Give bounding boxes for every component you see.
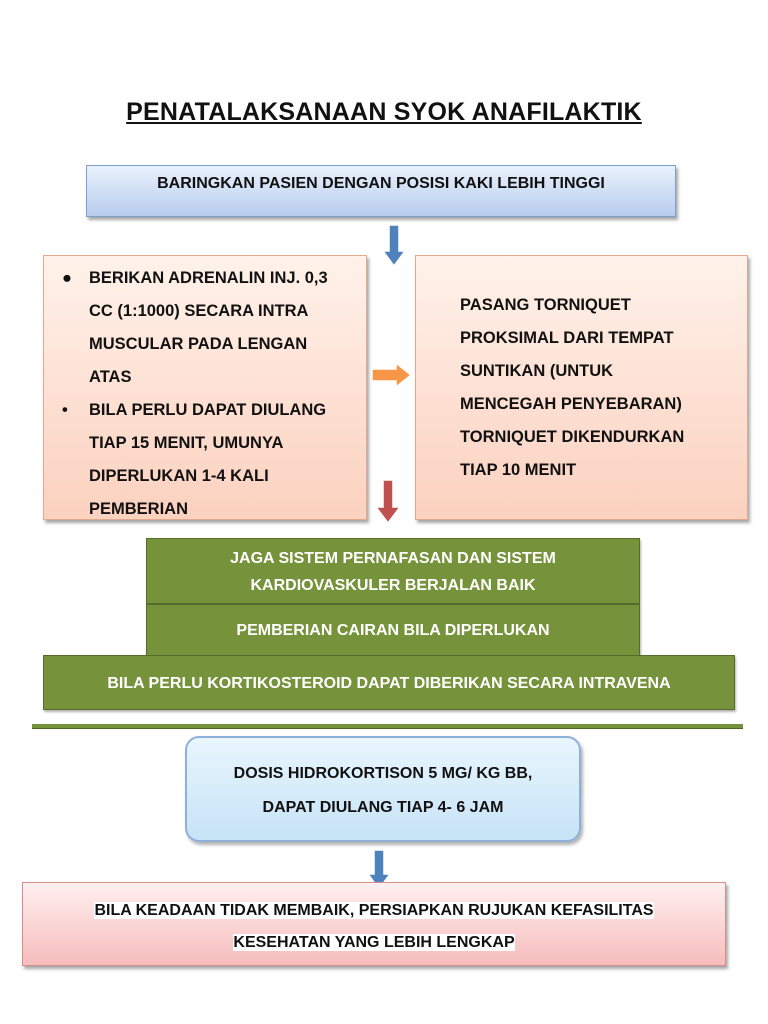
arrow-down-icon bbox=[376, 480, 400, 524]
maintain-breathing-box bbox=[146, 538, 640, 604]
hydrocortisone-dose-box bbox=[185, 736, 581, 842]
list-item-line: TIAP 15 MENIT, UMUNYA bbox=[89, 434, 284, 452]
referral-line-text: BILA KEADAAN TIDAK MEMBAIK, PERSIAPKAN RUJUKAN KEFASILITAS bbox=[94, 902, 654, 919]
fluids-text: PEMBERIAN CAIRAN BILA DIPERLUKAN bbox=[236, 622, 550, 639]
referral-line bbox=[23, 927, 725, 959]
corticosteroid-text: BILA PERLU KORTIKOSTEROID DAPAT DIBERIKAN SECARA INTRAVENA bbox=[107, 675, 671, 692]
tourniquet-line: TIAP 10 MENIT bbox=[460, 461, 577, 479]
list-item-line: PEMBERIAN bbox=[89, 500, 189, 518]
list-item-line: CC (1:1000) SECARA INTRA bbox=[89, 302, 309, 320]
dose-line: DAPAT DIULANG TIAP 4- 6 JAM bbox=[262, 799, 504, 816]
bullet-icon: ● bbox=[62, 269, 72, 287]
list-item bbox=[44, 394, 360, 526]
tourniquet-line: TORNIQUET DIKENDURKAN bbox=[460, 428, 685, 446]
maintain-breathing-line: JAGA SISTEM PERNAFASAN DAN SISTEM bbox=[230, 550, 556, 567]
arrow-right-icon bbox=[372, 363, 412, 387]
tourniquet-line: PROKSIMAL DARI TEMPAT bbox=[460, 329, 674, 347]
fluids-box bbox=[146, 604, 640, 656]
referral-box bbox=[22, 882, 726, 966]
tourniquet-text bbox=[460, 289, 740, 487]
list-item-line: ATAS bbox=[89, 368, 132, 386]
list-item-line: MUSCULAR PADA LENGAN bbox=[89, 335, 308, 353]
tourniquet-line: MENCEGAH PENYEBARAN) bbox=[460, 395, 682, 413]
adrenaline-box bbox=[43, 255, 367, 520]
tourniquet-box bbox=[415, 255, 748, 520]
tourniquet-line: PASANG TORNIQUET bbox=[460, 296, 631, 314]
referral-line-text: KESEHATAN YANG LEBIH LENGKAP bbox=[233, 934, 515, 951]
list-item-line: BERIKAN ADRENALIN INJ. 0,3 bbox=[89, 269, 328, 287]
corticosteroid-box bbox=[43, 655, 735, 710]
dose-line: DOSIS HIDROKORTISON 5 MG/ KG BB, bbox=[233, 765, 533, 782]
adrenaline-list bbox=[44, 256, 366, 526]
tourniquet-line: SUNTIKAN (UNTUK bbox=[460, 362, 614, 380]
maintain-breathing-line: KARDIOVASKULER BERJALAN BAIK bbox=[250, 577, 536, 594]
divider bbox=[32, 724, 743, 729]
arrow-down-icon bbox=[383, 225, 405, 267]
bullet-icon: • bbox=[62, 401, 68, 419]
list-item bbox=[44, 262, 360, 394]
referral-line bbox=[23, 895, 725, 927]
list-item-line: BILA PERLU DAPAT DIULANG bbox=[89, 401, 327, 419]
step-lay-patient-text: BARINGKAN PASIEN DENGAN POSISI KAKI LEBIH TINGGI bbox=[157, 175, 605, 192]
page-title: PENATALAKSANAAN SYOK ANAFILAKTIK bbox=[126, 98, 642, 126]
step-lay-patient-box bbox=[86, 165, 676, 217]
list-item-line: DIPERLUKAN 1-4 KALI bbox=[89, 467, 269, 485]
